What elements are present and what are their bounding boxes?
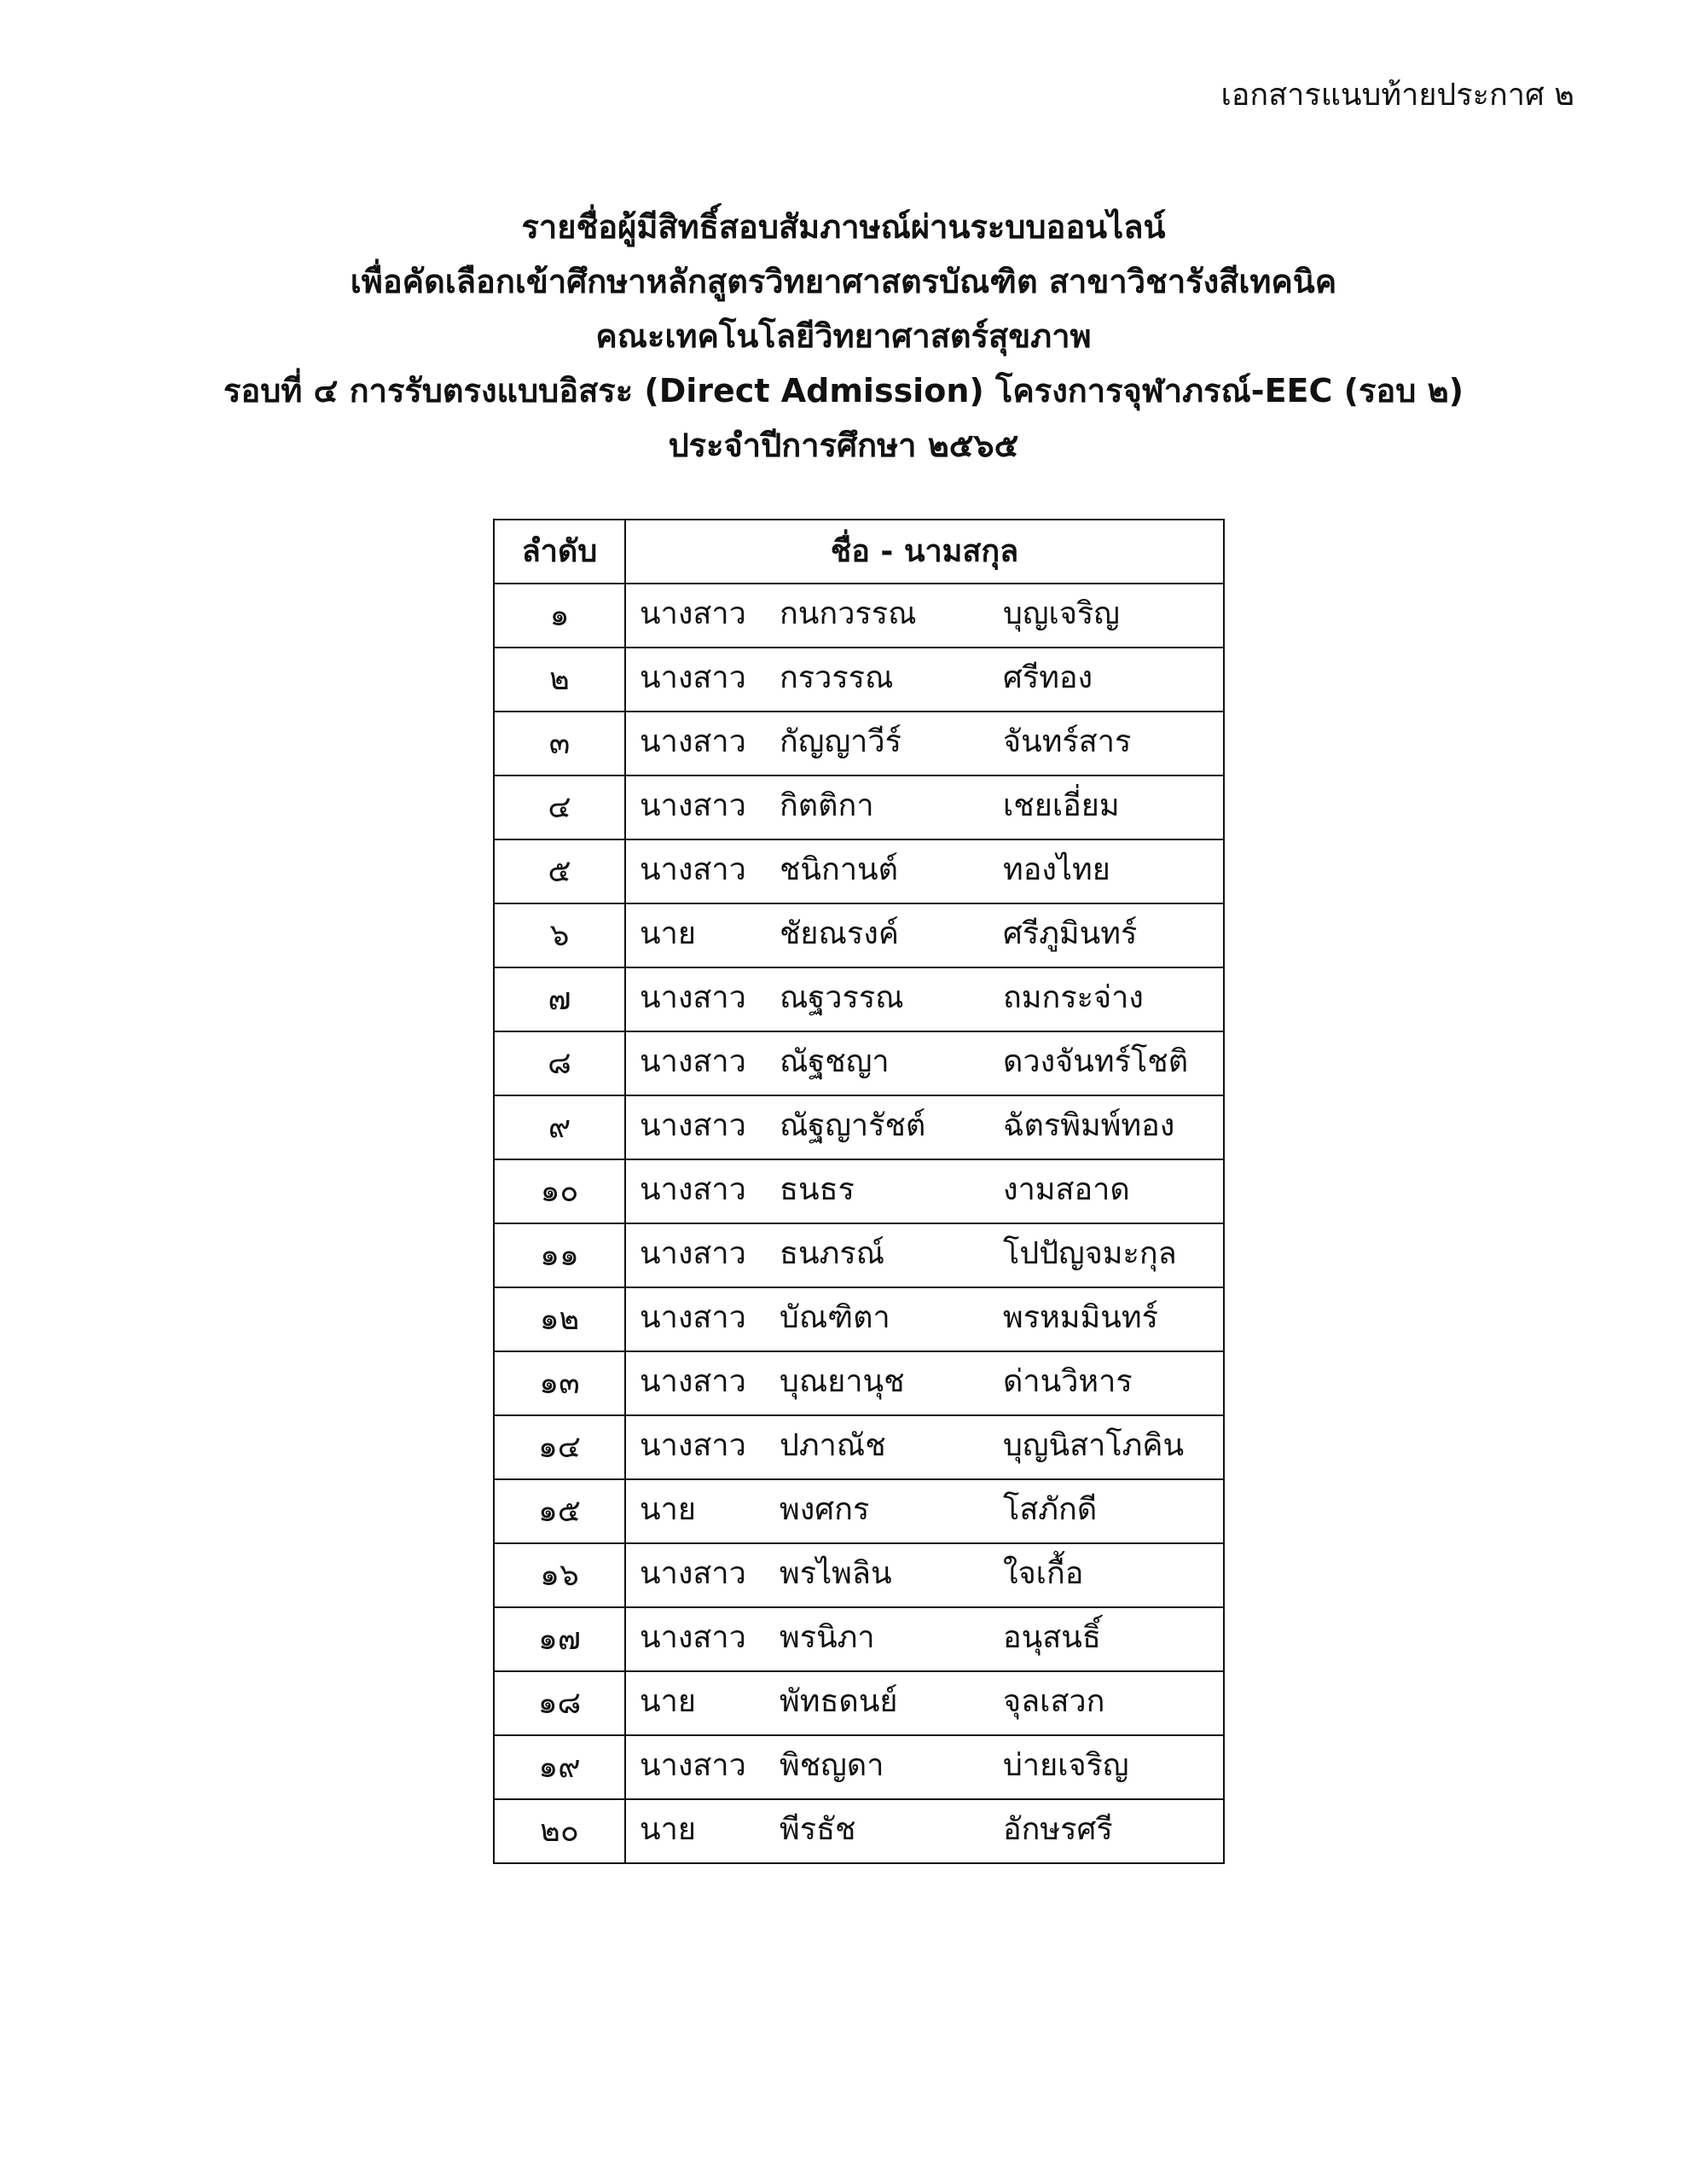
table-row (494, 1223, 1224, 1287)
full-name-cell (625, 1607, 1224, 1671)
table-row (494, 1735, 1224, 1799)
name-prefix: นางสาว (640, 1747, 746, 1783)
name-prefix: นางสาว (640, 1171, 746, 1207)
last-name: ด่านวิหาร (1003, 1363, 1133, 1399)
first-name: ชัยณรงค์ (780, 915, 899, 951)
row-number: ๑๙ (494, 1735, 625, 1799)
table-row (494, 712, 1224, 775)
first-name: พรนิภา (780, 1619, 875, 1655)
table-row (494, 1159, 1224, 1223)
table-row (494, 1031, 1224, 1095)
title-line: ประจำปีการศึกษา ๒๕๖๕ (668, 427, 1019, 464)
first-name: ณฐวรรณ (780, 979, 904, 1015)
last-name: ฉัตรพิมพ์ทอง (1003, 1107, 1175, 1143)
full-name-cell (625, 1671, 1224, 1735)
name-prefix: นางสาว (640, 723, 746, 759)
last-name: ศรีภูมินทร์ (1003, 915, 1138, 951)
first-name: พงศกร (780, 1491, 870, 1527)
last-name: จันทร์สาร (1003, 723, 1132, 759)
first-name: ธนภรณ์ (780, 1235, 885, 1271)
last-name: เชยเอี่ยม (1003, 787, 1120, 823)
row-number: ๑๒ (494, 1287, 625, 1351)
column-header-name: ชื่อ - นามสกุล (625, 520, 1224, 584)
full-name-cell (625, 1223, 1224, 1287)
name-prefix: นางสาว (640, 1555, 746, 1591)
row-number: ๑ (494, 584, 625, 648)
table-row (494, 903, 1224, 967)
row-number: ๘ (494, 1031, 625, 1095)
row-number: ๑๓ (494, 1351, 625, 1415)
first-name: พีรธัช (780, 1811, 856, 1847)
last-name: โปปัญจมะกุล (1003, 1235, 1177, 1271)
title-line: รอบที่ ๔ การรับตรงแบบอิสระ (Direct Admission) โครงการจุฬาภรณ์-EEC (รอบ ๒) (223, 372, 1464, 410)
last-name: อนุสนธิ์ (1003, 1619, 1101, 1655)
full-name-cell (625, 1159, 1224, 1223)
full-name-cell (625, 1479, 1224, 1543)
row-number: ๕ (494, 839, 625, 903)
table-row (494, 1095, 1224, 1159)
last-name: ทองไทย (1003, 851, 1110, 887)
table-row (494, 1799, 1224, 1863)
first-name: กิตติกา (780, 787, 874, 823)
row-number: ๑๐ (494, 1159, 625, 1223)
name-prefix: นางสาว (640, 1107, 746, 1143)
first-name: ธนธร (780, 1171, 855, 1207)
row-number: ๔ (494, 775, 625, 839)
name-prefix: นางสาว (640, 1235, 746, 1271)
first-name: ชนิกานต์ (780, 851, 899, 887)
row-number: ๑๔ (494, 1415, 625, 1479)
row-number: ๑๑ (494, 1223, 625, 1287)
full-name-cell (625, 903, 1224, 967)
row-number: ๑๖ (494, 1543, 625, 1607)
last-name: บุญนิสาโภคิน (1003, 1427, 1185, 1463)
last-name: อักษรศรี (1003, 1811, 1113, 1847)
table-row (494, 1671, 1224, 1735)
row-number: ๖ (494, 903, 625, 967)
full-name-cell (625, 1287, 1224, 1351)
full-name-cell (625, 648, 1224, 712)
row-number: ๑๗ (494, 1607, 625, 1671)
table-row (494, 1479, 1224, 1543)
name-prefix: นางสาว (640, 1299, 746, 1335)
table-header-row (494, 520, 1224, 584)
document-reference: เอกสารแนบท้ายประกาศ ๒ (1220, 78, 1574, 113)
last-name: ถมกระจ่าง (1003, 979, 1144, 1015)
row-number: ๒ (494, 648, 625, 712)
row-number: ๒๐ (494, 1799, 625, 1863)
first-name: กนกวรรณ (780, 595, 917, 631)
name-prefix: นาย (640, 1811, 696, 1847)
table-row (494, 1351, 1224, 1415)
full-name-cell (625, 584, 1224, 648)
first-name: ณัฐชญา (780, 1043, 890, 1079)
name-prefix: นางสาว (640, 595, 746, 631)
last-name: ศรีทอง (1003, 659, 1093, 695)
table-body (494, 584, 1224, 1863)
last-name: บ่ายเจริญ (1003, 1747, 1129, 1783)
full-name-cell (625, 712, 1224, 775)
title-line: รายชื่อผู้มีสิทธิ์สอบสัมภาษณ์ผ่านระบบออนไลน์ (521, 208, 1166, 246)
name-prefix: นางสาว (640, 1363, 746, 1399)
first-name: พิชญดา (780, 1747, 884, 1783)
name-prefix: นางสาว (640, 1619, 746, 1655)
row-number: ๙ (494, 1095, 625, 1159)
full-name-cell (625, 1735, 1224, 1799)
name-prefix: นางสาว (640, 1427, 746, 1463)
name-prefix: นางสาว (640, 851, 746, 887)
table-row (494, 648, 1224, 712)
table-row (494, 1607, 1224, 1671)
last-name: งามสอาด (1003, 1171, 1130, 1207)
last-name: พรหมมินทร์ (1003, 1299, 1158, 1335)
name-prefix: นาย (640, 1491, 696, 1527)
row-number: ๗ (494, 967, 625, 1031)
full-name-cell (625, 839, 1224, 903)
column-header-number: ลำดับ (494, 520, 625, 584)
row-number: ๑๘ (494, 1671, 625, 1735)
table-row (494, 1287, 1224, 1351)
table-row (494, 839, 1224, 903)
title-line: คณะเทคโนโลยีวิทยาศาสตร์สุขภาพ (595, 317, 1092, 355)
applicant-table (493, 519, 1225, 1864)
full-name-cell (625, 1543, 1224, 1607)
last-name: บุญเจริญ (1003, 595, 1120, 631)
name-prefix: นาย (640, 915, 696, 951)
name-prefix: นางสาว (640, 659, 746, 695)
first-name: กรวรรณ (780, 659, 894, 695)
full-name-cell (625, 1095, 1224, 1159)
last-name: โสภักดี (1003, 1491, 1098, 1527)
row-number: ๑๕ (494, 1479, 625, 1543)
last-name: ใจเกื้อ (1003, 1555, 1084, 1591)
name-prefix: นางสาว (640, 979, 746, 1015)
full-name-cell (625, 967, 1224, 1031)
last-name: ดวงจันทร์โชติ (1003, 1043, 1189, 1079)
first-name: พัทธดนย์ (780, 1683, 898, 1719)
first-name: พรไพลิน (780, 1555, 892, 1591)
title-line: เพื่อคัดเลือกเข้าศึกษาหลักสูตรวิทยาศาสตรบัณฑิต สาขาวิชารังสีเทคนิค (350, 263, 1337, 300)
table-row (494, 584, 1224, 648)
first-name: บุณยานุช (780, 1363, 905, 1399)
first-name: ปภาณัช (780, 1427, 886, 1463)
last-name: จุลเสวก (1003, 1683, 1105, 1719)
full-name-cell (625, 1415, 1224, 1479)
name-prefix: นางสาว (640, 1043, 746, 1079)
first-name: บัณฑิตา (780, 1299, 890, 1335)
full-name-cell (625, 775, 1224, 839)
table-row (494, 1415, 1224, 1479)
first-name: ณัฐญารัชต์ (780, 1107, 926, 1143)
full-name-cell (625, 1031, 1224, 1095)
table-row (494, 967, 1224, 1031)
full-name-cell (625, 1799, 1224, 1863)
name-prefix: นาย (640, 1683, 696, 1719)
document-title (0, 200, 1687, 473)
table-row (494, 775, 1224, 839)
full-name-cell (625, 1351, 1224, 1415)
name-prefix: นางสาว (640, 787, 746, 823)
row-number: ๓ (494, 712, 625, 775)
first-name: กัญญาวีร์ (780, 723, 901, 759)
table-row (494, 1543, 1224, 1607)
